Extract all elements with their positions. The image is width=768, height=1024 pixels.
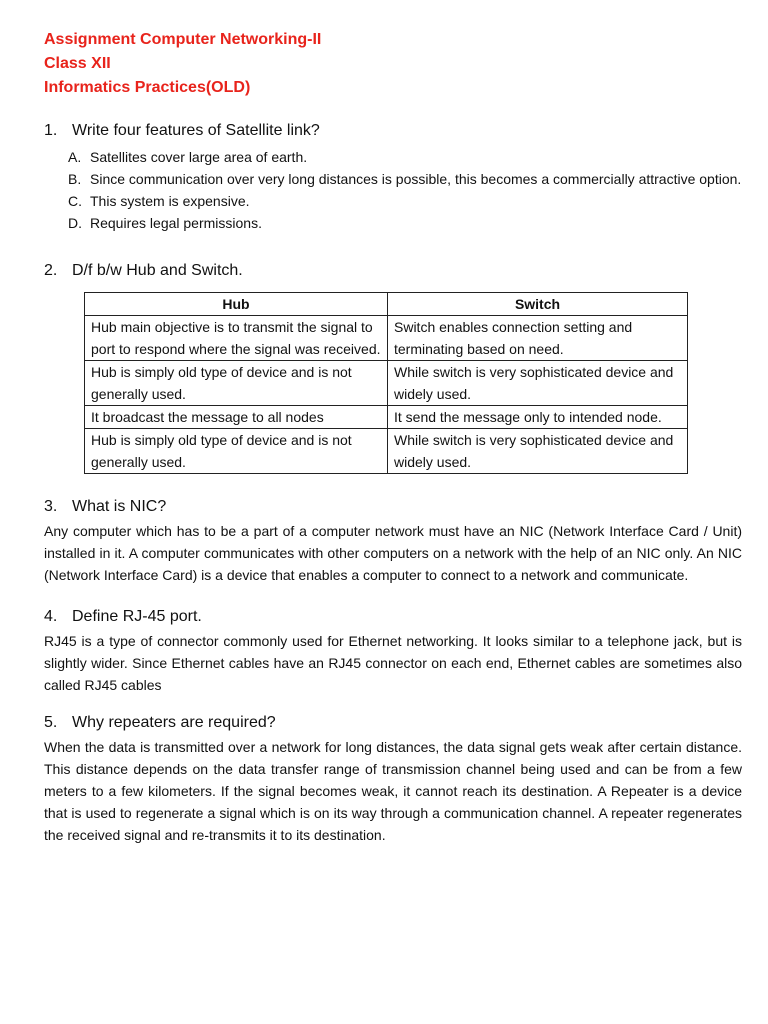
question-number: 1. — [44, 122, 58, 139]
question-text: Write four features of Satellite link? — [72, 122, 320, 139]
question-3-heading — [44, 496, 742, 518]
list-text: This system is expensive. — [90, 193, 250, 209]
table-cell-hub: Hub is simply old type of device and is not generally used. — [85, 361, 388, 406]
table-row — [85, 316, 688, 361]
table-row — [85, 406, 688, 429]
list-text: Since communication over very long distances is possible, this becomes a commercially attractive option. — [90, 171, 742, 187]
list-letter: B. — [68, 171, 82, 187]
question-text: What is NIC? — [72, 498, 167, 515]
question-4-heading — [44, 606, 742, 628]
question-1-heading — [44, 120, 742, 142]
table-header-row — [85, 293, 688, 316]
question-number: 4. — [44, 608, 58, 625]
hub-switch-table — [84, 292, 688, 474]
list-item — [68, 212, 742, 234]
column-header-switch: Switch — [388, 293, 688, 316]
table-cell-switch: It send the message only to intended node. — [388, 406, 688, 429]
table-cell-hub: It broadcast the message to all nodes — [85, 406, 388, 429]
table-cell-switch: While switch is very sophisticated device and widely used. — [388, 429, 688, 474]
list-letter: D. — [68, 215, 82, 231]
question-5 — [44, 712, 742, 846]
question-5-heading — [44, 712, 742, 734]
table-row — [85, 361, 688, 406]
table-cell-hub: Hub is simply old type of device and is not generally used. — [85, 429, 388, 474]
answer-list — [68, 146, 742, 234]
assignment-title: Assignment Computer Networking-II — [44, 31, 322, 48]
list-letter: A. — [68, 149, 82, 165]
answer-paragraph: Any computer which has to be a part of a computer network must have an NIC (Network Interface Card / Unit) installed in it. A computer communicates with other computers on a network with the help of an NIC only. An NIC (Network Interface Card) is a device that enables a computer to connect to a network and communicate. — [44, 523, 742, 583]
list-item — [68, 190, 742, 212]
list-item — [68, 146, 742, 168]
subject-label: Informatics Practices(OLD) — [44, 79, 251, 96]
question-3 — [44, 496, 742, 586]
table-cell-switch: Switch enables connection setting and terminating based on need. — [388, 316, 688, 361]
question-text: Define RJ-45 port. — [72, 608, 202, 625]
answer-paragraph: RJ45 is a type of connector commonly used for Ethernet networking. It looks similar to a telephone jack, but is slightly wider. Since Ethernet cables have an RJ45 connector on each end, Ethernet cables are sometimes also called RJ45 cables — [44, 633, 742, 693]
list-letter: C. — [68, 193, 82, 209]
question-2 — [44, 260, 742, 474]
question-number: 2. — [44, 262, 58, 279]
document-header — [44, 28, 742, 100]
table-cell-hub: Hub main objective is to transmit the signal to port to respond where the signal was received. — [85, 316, 388, 361]
column-header-hub: Hub — [85, 293, 388, 316]
question-text: D/f b/w Hub and Switch. — [72, 262, 243, 279]
question-number: 5. — [44, 714, 58, 731]
question-number: 3. — [44, 498, 58, 515]
table-row — [85, 429, 688, 474]
answer-paragraph: When the data is transmitted over a network for long distances, the data signal gets weak after certain distance. This distance depends on the data transfer range of transmission channel being used and can be from a few meters to a few kilometers. If the signal becomes weak, it cannot reach its destination. A Repeater is a device that is used to regenerate a signal which is on its way through a communication channel. A repeater regenerates the received signal and re-transmits it to its destination. — [44, 739, 742, 843]
list-text: Requires legal permissions. — [90, 215, 262, 231]
class-label: Class XII — [44, 55, 111, 72]
question-text: Why repeaters are required? — [72, 714, 276, 731]
question-4 — [44, 606, 742, 696]
table-cell-switch: While switch is very sophisticated device and widely used. — [388, 361, 688, 406]
question-1 — [44, 120, 742, 234]
list-item — [68, 168, 742, 190]
question-2-heading — [44, 260, 742, 282]
list-text: Satellites cover large area of earth. — [90, 149, 308, 165]
